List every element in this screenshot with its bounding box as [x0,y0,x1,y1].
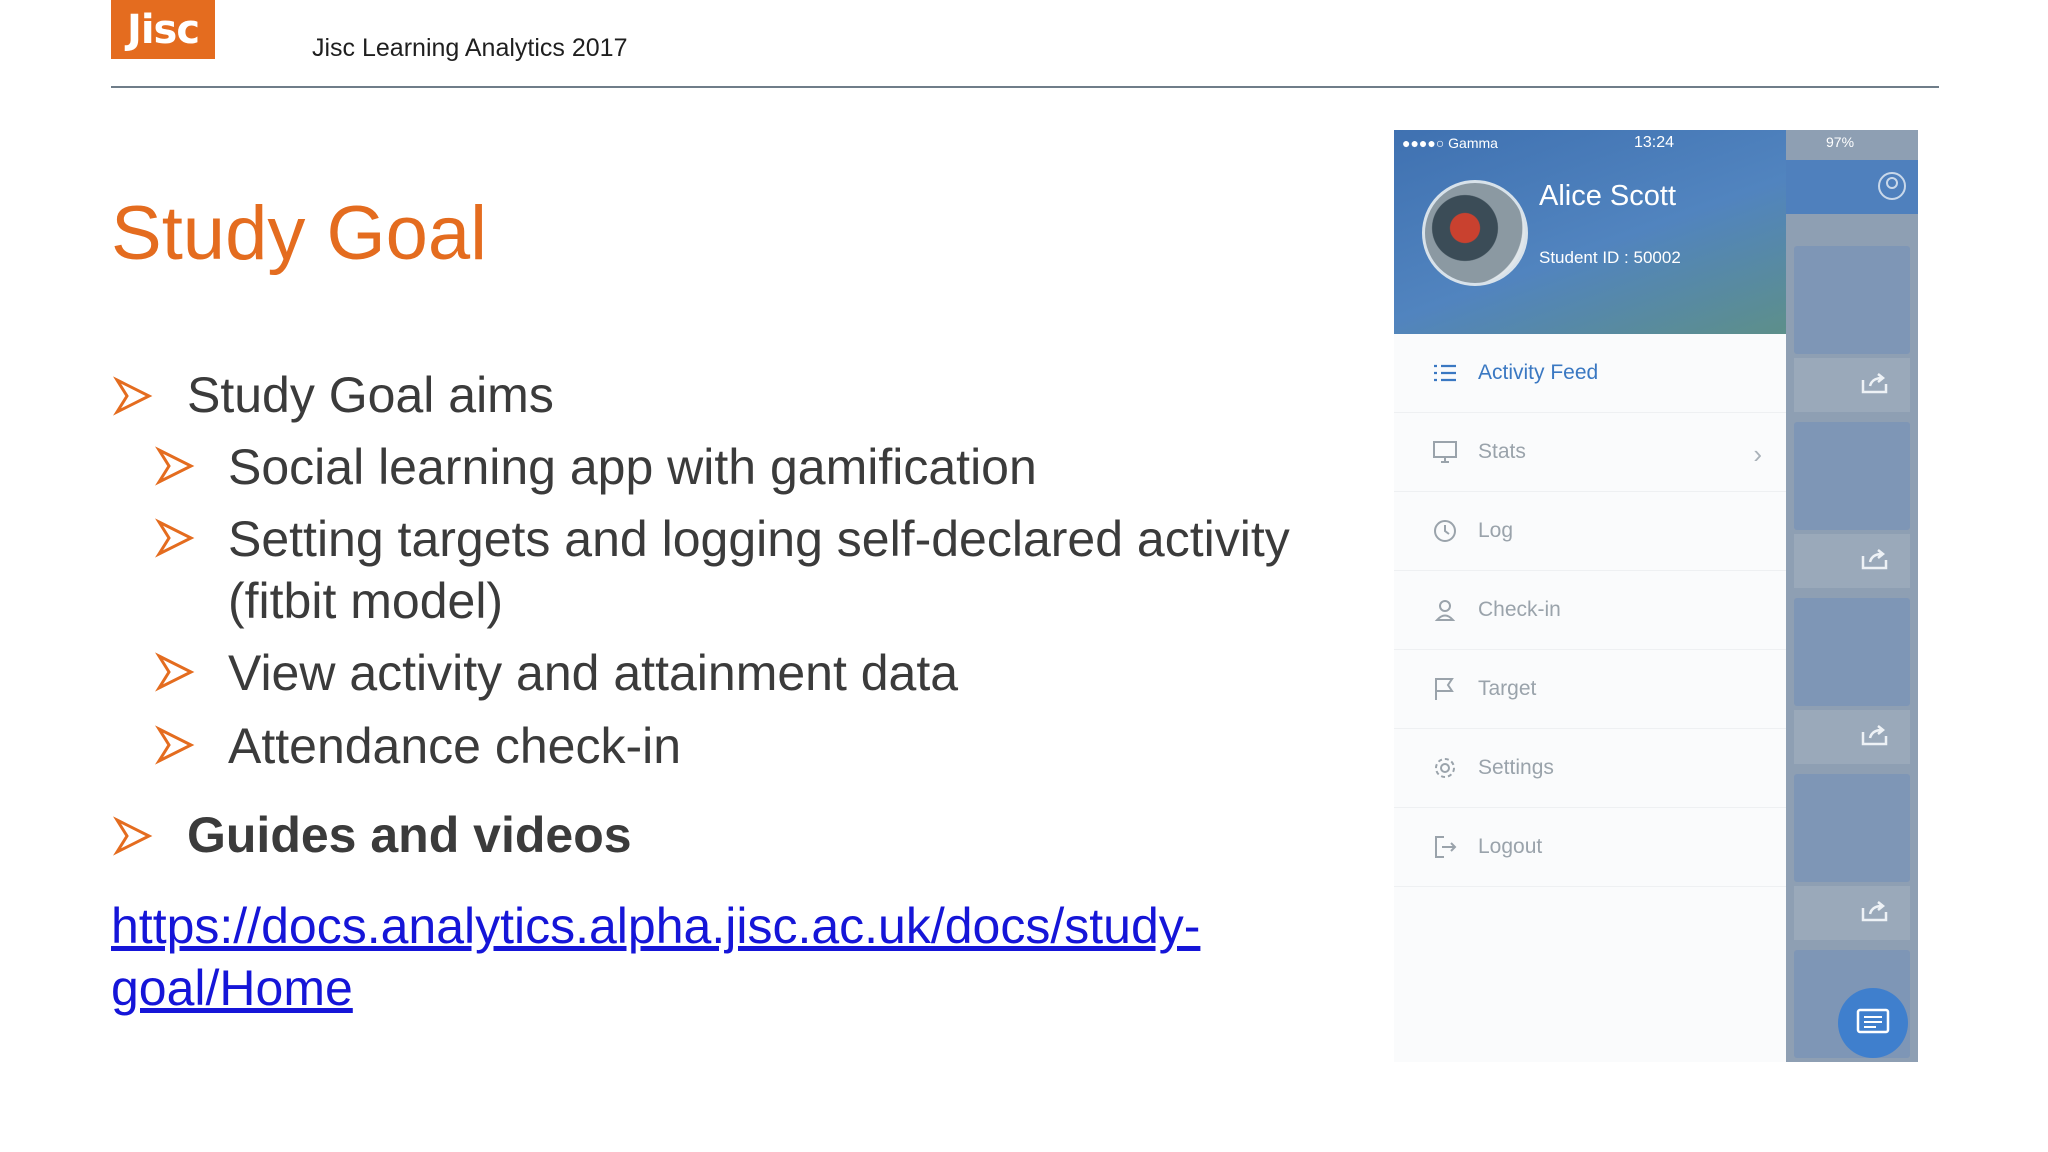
bullet-guides-videos: Guides and videos [187,807,632,863]
profile-icon[interactable] [1876,170,1908,202]
user-name: Alice Scott [1539,180,1676,212]
student-id: Student ID : 50002 [1539,248,1681,267]
carrier-label: ●●●●○ Gamma [1402,135,1498,151]
feed-card [1794,422,1910,530]
profile-header [1394,130,1786,334]
menu-item-stats[interactable] [1394,413,1786,492]
bullet-arrow-icon [113,376,153,416]
slide-title: Study Goal [111,191,487,276]
feed-card [1794,246,1910,354]
share-icon [1860,724,1890,746]
feed-card [1794,598,1910,706]
monitor-icon [1432,439,1458,465]
share-icon [1860,548,1890,570]
app-screenshot [1394,130,1918,1062]
person-pin-icon [1432,597,1458,623]
menu-label: Check-in [1478,598,1561,621]
bullet-arrow-icon [155,725,195,765]
menu-label: Activity Feed [1478,361,1599,384]
menu-label: Stats [1478,440,1526,463]
bullet-arrow-icon [155,652,195,692]
bullet-setting-targets: Setting targets and logging self-declared activity (fitbit model) [228,511,1290,629]
share-icon [1860,372,1890,394]
battery-label: 97% [1826,134,1855,150]
menu-item-check-in[interactable] [1394,571,1786,650]
nav-drawer [1394,334,1786,887]
avatar[interactable] [1422,180,1528,286]
menu-label: Logout [1478,835,1543,858]
flag-icon [1432,676,1458,702]
gear-icon [1432,755,1458,781]
menu-item-log[interactable] [1394,492,1786,571]
menu-label: Log [1478,519,1514,542]
bullet-social-learning: Social learning app with gamification [228,439,1037,495]
docs-link[interactable]: https://docs.analytics.alpha.jisc.ac.uk/docs/study-goal/Home [111,898,1201,1016]
feed-card-footer [1794,534,1910,588]
bullet-arrow-icon [113,816,153,856]
menu-label: Settings [1478,756,1554,779]
menu-item-target[interactable] [1394,650,1786,729]
feed-card [1794,774,1910,882]
list-icon [1432,360,1458,386]
header-divider [111,86,1939,88]
bullet-study-goal-aims: Study Goal aims [187,367,554,423]
logout-icon [1432,834,1458,860]
feed-card-footer [1794,886,1910,940]
clock: 13:24 [1634,134,1675,151]
bullet-arrow-icon [155,446,195,486]
feed-card-footer [1794,358,1910,412]
status-bar [1394,130,1918,160]
menu-item-settings[interactable] [1394,729,1786,808]
feed-card-footer [1794,710,1910,764]
chevron-right-icon: › [1753,439,1762,469]
bullet-attendance: Attendance check-in [228,718,682,774]
jisc-logo: Jisc [111,0,215,59]
chat-fab-button[interactable] [1838,988,1908,1058]
menu-item-activity-feed[interactable] [1394,334,1786,413]
deck-title: Jisc Learning Analytics 2017 [312,34,628,62]
menu-label: Target [1478,677,1537,700]
bullet-arrow-icon [155,518,195,558]
clock-icon [1432,518,1458,544]
share-icon [1860,900,1890,922]
bullet-view-activity: View activity and attainment data [228,645,959,701]
chat-icon [1856,1008,1890,1038]
menu-item-logout[interactable] [1394,808,1786,887]
